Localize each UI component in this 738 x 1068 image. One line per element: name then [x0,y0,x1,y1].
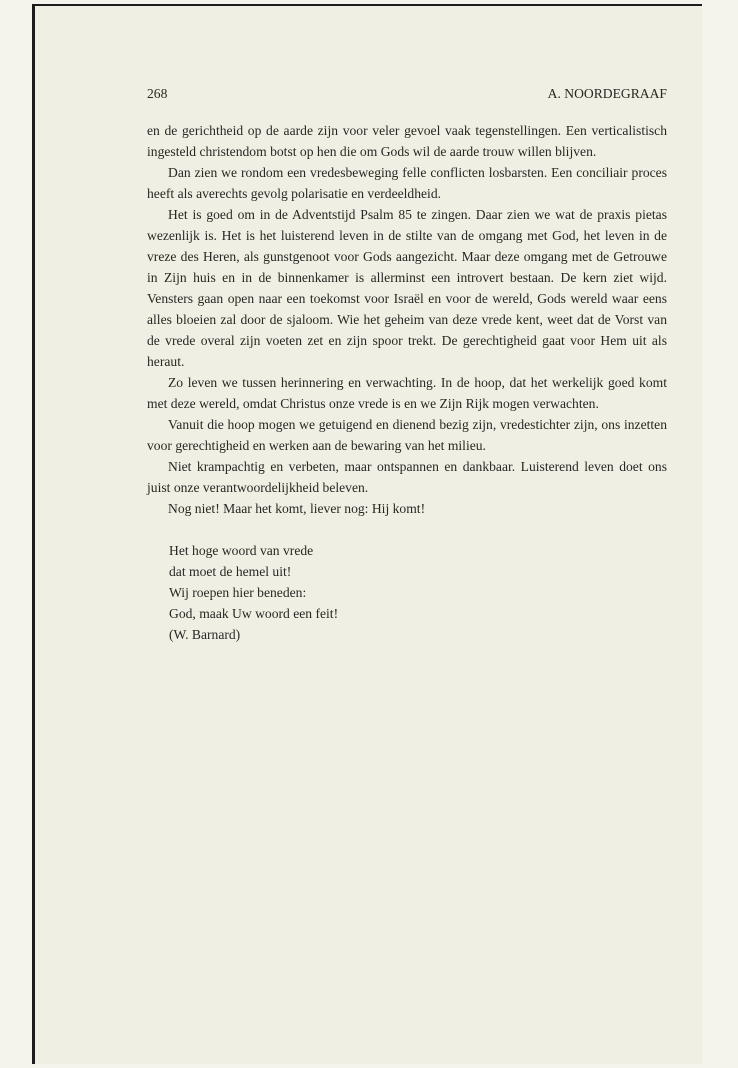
poem-line: Het hoge woord van vrede [169,543,314,558]
page-header [147,86,667,102]
paragraph: Het is goed om in de Adventstijd Psalm 85 te zingen. Daar zien we wat de praxis pietas wezenlijk is. Het is het luisterend leven in de stilte van de omgang met God, het leven in de vreze des Heren, als gunstgenoot voor Gods aangezicht. Maar deze omgang met de Getrouwe in Zijn huis en in de binnenkamer is allerminst een introvert bestaan. De kern ziet wijd. Vensters gaan open naar een toekomst voor Israël en voor de wereld, Gods wereld waar eens alles bloeien zal door de sjaloom. Wie het geheim van deze vrede kent, weet dat de Vorst van de vrede overal zijn voeten zet en zijn spoor trekt. De gerechtigheid gaat voor Hem uit als heraut. [147,207,667,369]
paragraph: en de gerichtheid op de aarde zijn voor veler gevoel vaak tegenstellingen. Een verticalistisch ingesteld christendom botst op hen die om Gods wil de aarde trouw willen blijven. [147,123,667,159]
running-head: A. NOORDEGRAAF [547,86,667,101]
paragraph: Nog niet! Maar het komt, liever nog: Hij komt! [168,501,426,516]
paragraph: Dan zien we rondom een vredesbeweging felle conflicten losbarsten. Een conciliair proces heeft als averechts gevolg polarisatie en verdeeldheid. [147,165,667,201]
paragraph: Niet krampachtig en verbeten, maar ontspannen en dankbaar. Luisterend leven doet ons juist onze verantwoordelijkheid beleven. [147,459,667,495]
poem-line: Wij roepen hier beneden: [169,585,307,600]
page-number: 268 [147,86,168,101]
paragraph: Zo leven we tussen herinnering en verwachting. In de hoop, dat het werkelijk goed komt met deze wereld, omdat Christus onze vrede is en we Zijn Rijk mogen verwachten. [147,375,667,411]
poem-line: God, maak Uw woord een feit! [169,606,339,621]
poem [147,540,667,645]
paragraph: Vanuit die hoop mogen we getuigend en dienend bezig zijn, vredestichter zijn, ons inzetten voor gerechtigheid en werken aan de bewaring van het milieu. [147,417,667,453]
poem-line: dat moet de hemel uit! [169,564,292,579]
poem-attribution: (W. Barnard) [169,627,241,642]
body-text [147,120,667,645]
